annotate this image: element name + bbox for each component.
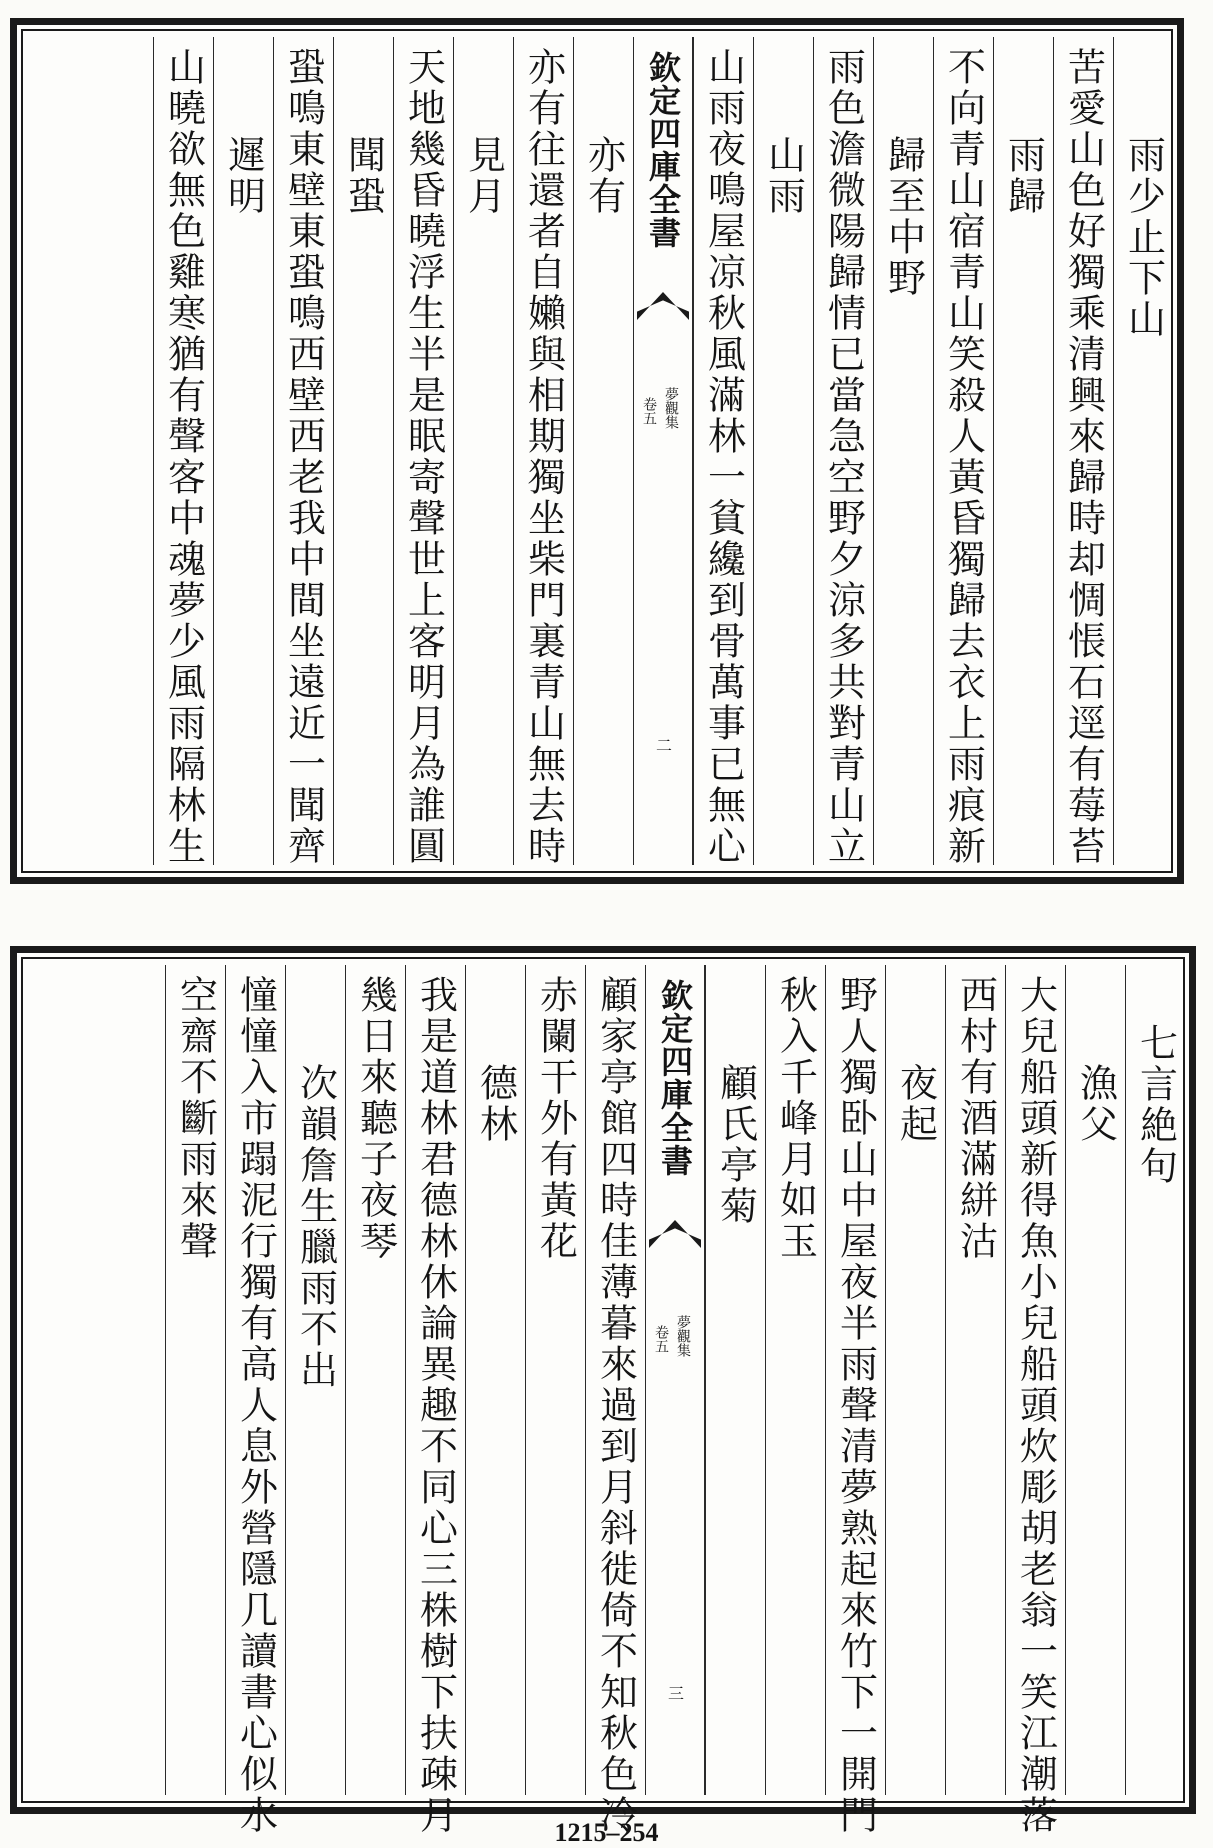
bottom-col-10 — [465, 965, 525, 1795]
bottom-col-13 — [285, 965, 345, 1795]
poem-line: 不向青山宿青山笑殺人黃昏獨歸去衣上雨痕新 — [941, 47, 986, 867]
top-col-1 — [1053, 37, 1113, 865]
bottom-col-1 — [1065, 965, 1125, 1795]
top-col-15 — [153, 37, 213, 865]
collection-name: 夢觀集 — [663, 387, 679, 429]
bottom-col-6 — [765, 965, 825, 1795]
top-page-frame — [21, 29, 1173, 873]
bottom-col-11 — [405, 965, 465, 1836]
poem-title: 聞蛩 — [341, 135, 386, 217]
poem-title: 顧氏亭菊 — [713, 1063, 758, 1227]
poem-line: 山曉欲無色雞寒猶有聲客中魂夢少風雨隔林生 — [161, 47, 206, 867]
top-col-2 — [993, 37, 1053, 865]
top-col-6 — [753, 37, 813, 865]
bottom-col-9 — [525, 965, 585, 1795]
page-number: 1215–254 — [554, 1818, 659, 1847]
top-col-12 — [333, 37, 393, 865]
top-col-10 — [453, 37, 513, 865]
top-col-13 — [273, 37, 333, 865]
poem-line: 西村有酒滿絣沽 — [953, 975, 998, 1262]
top-page-panel — [10, 18, 1184, 884]
book-title: 欽定四庫全書 — [656, 979, 694, 1177]
poem-line: 苦愛山色好獨乘清興來歸時却惆悵石逕有莓苔 — [1061, 47, 1106, 867]
bottom-col-7 — [705, 965, 765, 1795]
poem-title: 漁父 — [1073, 1063, 1118, 1145]
poem-line: 憧憧入市蹋泥行獨有高人息外營隱几讀書心似水 — [233, 975, 278, 1836]
bottom-col-4 — [885, 965, 945, 1795]
poem-line: 大兒船頭新得魚小兒船頭炊彫胡老翁一笑江潮落 — [1013, 975, 1058, 1836]
top-col-5 — [813, 37, 873, 865]
book-title: 欽定四庫全書 — [644, 51, 682, 249]
bottom-col-14 — [225, 965, 285, 1836]
top-col-9 — [513, 37, 573, 865]
top-col-11 — [393, 37, 453, 865]
top-col-8 — [573, 37, 633, 865]
bottom-gutter — [645, 965, 705, 1795]
collection-name: 夢觀集 — [675, 1315, 691, 1357]
poem-title: 夜起 — [893, 1063, 938, 1145]
poem-title: 見月 — [461, 135, 506, 217]
fish-tail-mark — [649, 1220, 701, 1248]
poem-title: 德林 — [473, 1063, 518, 1145]
top-col-0 — [1113, 37, 1173, 865]
poem-line: 秋入千峰月如玉 — [773, 975, 818, 1262]
bottom-col-3 — [945, 965, 1005, 1795]
top-col-14 — [213, 37, 273, 865]
poem-line: 幾日來聽子夜琴 — [353, 975, 398, 1262]
top-col-3 — [933, 37, 993, 865]
poem-line: 我是道林君德林休論異趣不同心三株樹下扶疎月 — [413, 975, 458, 1836]
poem-title: 雨少止下山 — [1121, 135, 1166, 340]
poem-line: 亦有往還者自嬾與相期獨坐柴門裏青山無去時 — [521, 47, 566, 867]
top-col-7 — [693, 37, 753, 865]
poem-title: 次韻詹生臘雨不出 — [293, 1063, 338, 1391]
leaf-number: 二 — [653, 737, 673, 753]
top-gutter — [633, 37, 693, 865]
poem-title: 雨歸 — [1001, 135, 1046, 217]
poem-line: 雨色澹微陽歸情已當急空野夕涼多共對青山立 — [821, 47, 866, 867]
poem-line: 山雨夜鳴屋凉秋風滿林一貧纔到骨萬事已無心 — [701, 47, 746, 867]
bottom-col-0 — [1125, 965, 1185, 1795]
poem-title: 遲明 — [221, 135, 266, 217]
bottom-col-8 — [585, 965, 645, 1836]
volume-number: 卷五 — [641, 397, 657, 425]
bottom-col-2 — [1005, 965, 1065, 1836]
bottom-col-12 — [345, 965, 405, 1795]
section-heading: 七言絶句 — [1133, 1023, 1178, 1187]
poem-line: 赤闌干外有黃花 — [533, 975, 578, 1262]
poem-line: 蛩鳴東壁東蛩鳴西壁西老我中間坐遠近一聞齊 — [281, 47, 326, 867]
bottom-col-5 — [825, 965, 885, 1836]
bottom-col-15 — [165, 965, 225, 1795]
poem-title: 山雨 — [761, 135, 806, 217]
poem-line: 顧家亭館四時佳薄暮來過到月斜徙倚不知秋色冷 — [593, 975, 638, 1836]
poem-line: 空齋不斷雨來聲 — [173, 975, 218, 1262]
top-col-4 — [873, 37, 933, 865]
leaf-number: 三 — [665, 1685, 685, 1701]
poem-line: 天地幾昏曉浮生半是眠寄聲世上客明月為誰圓 — [401, 47, 446, 867]
volume-number: 卷五 — [653, 1325, 669, 1353]
fish-tail-mark — [637, 292, 689, 320]
poem-line: 野人獨卧山中屋夜半雨聲清夢熟起來竹下一開門 — [833, 975, 878, 1836]
poem-title: 歸至中野 — [881, 135, 926, 299]
poem-title: 亦有 — [581, 135, 626, 217]
